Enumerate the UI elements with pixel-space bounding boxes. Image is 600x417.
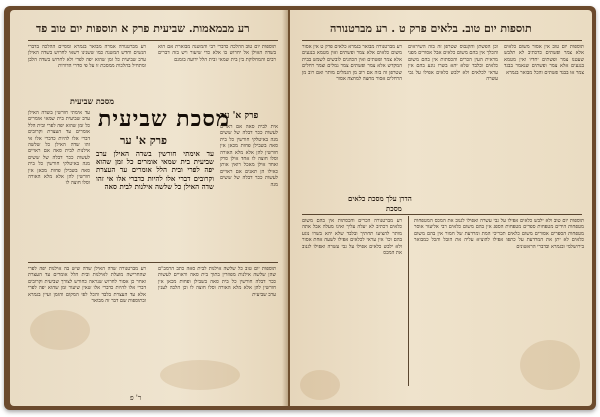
left-chapter-heading: פרק א' ער bbox=[120, 134, 167, 147]
right-header-rule bbox=[302, 40, 582, 41]
right-column-divider bbox=[408, 216, 409, 386]
left-lower-column-right: תוספות יום טוב כל שלשה אילנות לבית סאה כתב הרמב"ם שהן שלשה אילנות מפוזרין בתוך בית סאה וראויים לעשות ככר דבלה חורשין כל בית סאה בשבילן ופחות מכאן אין חורשין להן אלא מלא האורה וסלו חוצה לו וכן הלכה לענין ערב שביעית bbox=[158, 266, 276, 298]
right-closing-line: הדרן עלך מסכת כלאים bbox=[348, 194, 412, 203]
left-outer-column: עד אימתי חורשין בשדה האילן ערב שביעית בית שמאי אומרים כל זמן שהוא יפה לפרי ובית הלל אומרים עד העצרת וקרובים דברי אלו להיות כדברי אלו אי זהו שדה האילן כל שלשה אילנות לבית סאה אם ראויים לעשות ככר דבלה של ששים מנה באיטלקי חורשין כל בית סאה בשבילן פחות מכאן אין חורשין להן אלא מלא האורה וסלו חוצה לו bbox=[28, 110, 90, 187]
right-lower-column-right: תוספות יום טוב ולא ילבש כלאים אפילו על גבי עשרה ואפילו לגנוב את המכס המטפחות מטפחות הידים מטפחות ספרים מטפחות הספג אין בהם משום כלאים רבי אליעזר אוסר מטפחות הספרים אסורים משום כלאים תכריכי המת ומרדעת של חמור אין בהם משום כלאים לא יתן את המרדעת על כתפו אפילו להוציא עליה את הזבל והכל כמבואר בירושלמי ובגמרא ובדברי הראשונים bbox=[414, 218, 584, 250]
left-chapter-heading-2: פרק א' ער bbox=[220, 111, 259, 121]
left-lower-column-left: רע מברטנורה שדה האילן שדה שיש בה אילנות יפה לפרי שהחרישה מועלת לאילנות ובית הלל אומרים עד העצרת ואחר כן אסור לחרוש שנראה כחורש לצורך שביעית וקרובים דברי אלו להיות כדברי אלו שאין שיעור זמן שהוא יפה לפרי אלא עד העצרת בלבד והכל לפי המקום והזמן ועיין בגמרא ובתוספות שם דבר זה מבואר bbox=[28, 266, 146, 305]
right-section-title: מסכת bbox=[386, 204, 402, 213]
right-running-head: תוספות יום טוב. בלאים פרק ט . רע מברטנורה bbox=[330, 22, 532, 35]
left-header-rule bbox=[28, 40, 278, 41]
right-top-column-left: רע מברטנורה מבואר בגמרא כלאים פרק ט אין אסור משום כלאים אלא צמר ופשתים ואין מטמא בנגעים אלא צמר ופשתים ואין הכהנים לובשים לשמש בבית המקדש אלא צמר ופשתים צמר גמלים וצמר רחלים שטרפן זה בזה אם רוב מן הגמלים מותר ואם רוב מן הרחלים אסור מחצה למחצה אסור bbox=[302, 44, 402, 83]
left-mid-rule bbox=[28, 262, 278, 263]
left-section-label: מסכת שביעית bbox=[70, 96, 114, 106]
left-top-commentary-right: תוספות יום טוב ההלכה כדברי רבי והמשנה מבוארת אם הוא בשדה האילן אל יחרוש בו אלא כדי שיעור ויש בזה דברים רבים והמחלוקת בין בית שמאי ובית הלל ידועה בזמנם bbox=[158, 44, 276, 63]
right-page bbox=[290, 10, 592, 406]
left-inner-column: אית לבית סאה אם ראויים לעשות ככר דבלה של ששים מנה באיטלקי חורשין כל בית סאה בשבילן פחות מכאן אין חורשין להן אלא מלא האורה וסלו חוצה לו אחד אילן סרק ואחד אילן מאכל רואין אותן כאילו הן תאנים אם ראויים לעשות ככר דבלה של ששים מנה bbox=[220, 124, 278, 188]
left-tractate-title: מסכת שביעית bbox=[98, 106, 230, 132]
left-page bbox=[10, 10, 288, 406]
right-mid-rule bbox=[302, 214, 582, 215]
left-mishnah-text: עד אימתי חורשין בשדה האילן ערב שביעית בית שמאי אומרים כל זמן שהוא יפה לפרי ובית הלל אומרים עד העצרת וקרובים דברי אלו להיות כדברי אלו אי זהו שדה האילן כל שלשה אילנות לבית סאה bbox=[96, 150, 214, 191]
left-top-commentary-left: רע מברטנורה אמרה מבואר בגמרא ומסיים ההלכה בדברי הנשים וחדש המשנה כמו ששנינו רשאי לחרוש בשדה האילן ערב שביעית כל זמן שהוא יפה לפרי ולא לחרוש בשדה הלבן ומתחיל בהלכות ממסכת זו על פי סדרי הדורות bbox=[28, 44, 146, 70]
left-running-head: רע מבמאמות. שביעית פרק א תוספות יום טוב פד bbox=[36, 22, 250, 35]
left-bottom-marker: ר' פ bbox=[130, 394, 142, 402]
right-top-column-middle: וכן הפשתן והקנבוס שטרפן זה בזה השיראים והכלך אין בהם משום כלאים אבל אסורים מפני מראית העין הכרים והכסתות אין בהם משום כלאים ובלבד שלא יהא בשרו נוגע בהם אין עראי לכלאים ולא ילבש כלאים אפילו על גבי עשרה bbox=[408, 44, 498, 83]
right-top-column-right: תוספות יום טוב אין אסור משום כלאים אלא צמר ופשתים כדכתיב לא תלבש שעטנז צמר ופשתים יחדיו ואין מטמא בנגעים אלא צמר ופשתים שנאמר בבגד צמר או בבגד פשתים והכל מבואר בגמרא bbox=[504, 44, 584, 76]
right-lower-column-left: רע מברטנורה הכרים והכסתות אין בהם משום כלאים דכתיב לא יעלה עליך ואינו מעלה אבל אתה מותר להציעו תחתיך ובלבד שלא יהא בשרו נוגע בהם וכו' אין עראי לכלאים אפילו לשעה אחת אסור ולא ילבש כלאים אפילו על גבי עשרה ואפילו לגנוב את המכס bbox=[302, 218, 402, 257]
